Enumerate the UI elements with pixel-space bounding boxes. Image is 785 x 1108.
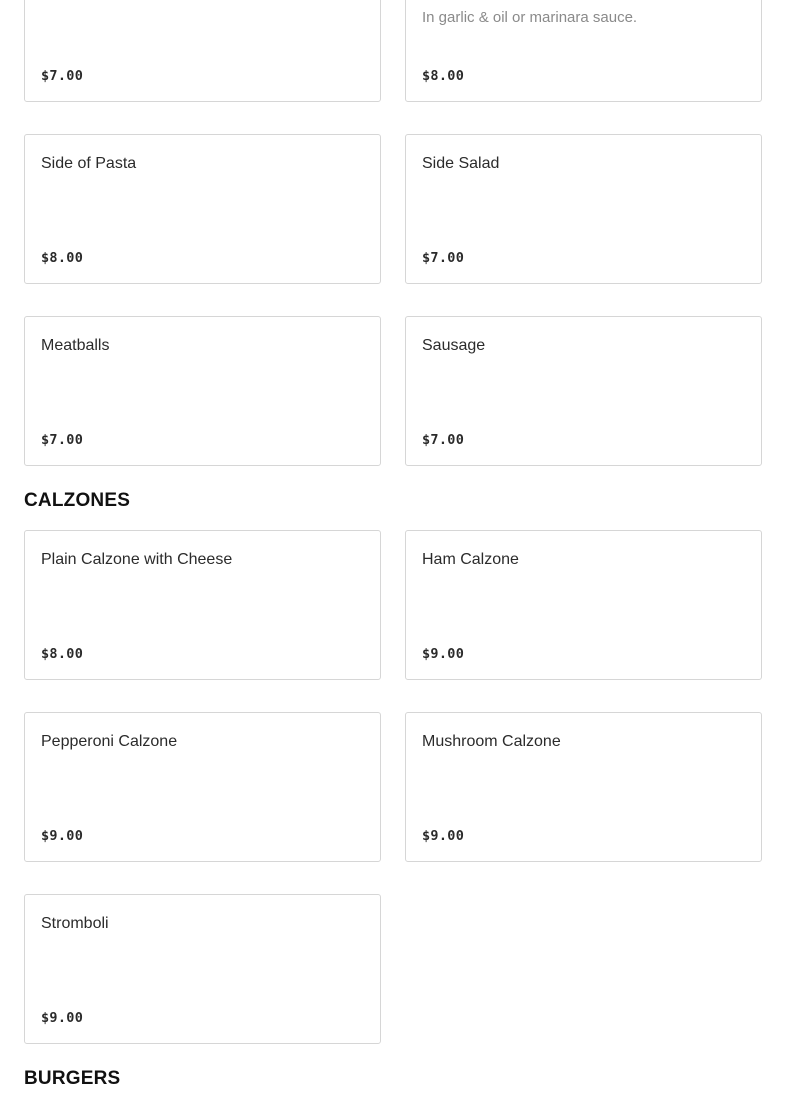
item-price: $7.00 [422,432,465,448]
item-price: $8.00 [422,68,465,84]
menu-item-card[interactable] [24,894,381,1044]
item-name: Plain Calzone with Cheese [41,551,233,568]
menu-item-card[interactable] [405,0,762,102]
menu-item-card[interactable] [405,530,762,680]
menu-item-card[interactable] [405,316,762,466]
item-name: Ham Calzone [422,551,519,568]
menu-item-card[interactable] [24,0,381,102]
menu-item-card[interactable] [24,712,381,862]
section-title-calzones: CALZONES [24,490,131,511]
menu-item-card[interactable] [24,316,381,466]
item-price: $9.00 [422,828,465,844]
item-name: Pepperoni Calzone [41,733,178,750]
item-description: In garlic & oil or marinara sauce. [422,9,638,26]
menu-item-card[interactable] [405,134,762,284]
menu-item-card[interactable] [24,530,381,680]
item-name: Side Salad [422,155,500,172]
item-price: $9.00 [41,1010,84,1026]
item-price: $8.00 [41,646,84,662]
item-price: $8.00 [41,250,84,266]
item-price: $7.00 [41,68,84,84]
menu-item-card[interactable] [24,134,381,284]
item-name: Side of Pasta [41,155,137,172]
item-price: $9.00 [422,646,465,662]
item-name: Mushroom Calzone [422,733,561,750]
item-name: Stromboli [41,915,109,932]
item-price: $7.00 [422,250,465,266]
item-name: Meatballs [41,337,110,354]
menu-item-card[interactable] [405,712,762,862]
section-title-burgers: BURGERS [24,1068,121,1089]
item-price: $7.00 [41,432,84,448]
item-price: $9.00 [41,828,84,844]
item-name: Sausage [422,337,486,354]
